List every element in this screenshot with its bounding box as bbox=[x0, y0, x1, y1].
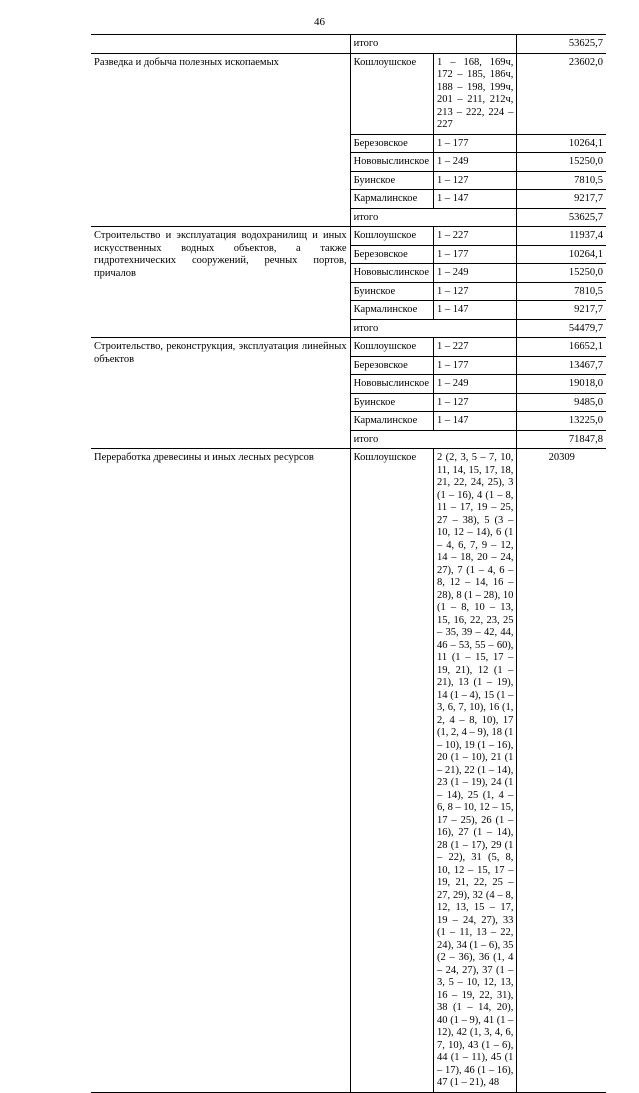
quarters-cell: 1 – 249 bbox=[434, 264, 517, 283]
quarters-cell: 1 – 127 bbox=[434, 393, 517, 412]
table-row bbox=[91, 449, 606, 1093]
forestry-cell: Кошлоушское bbox=[350, 449, 433, 1093]
forestry-cell: Нововыслинское bbox=[350, 264, 433, 283]
area-cell: 19018,0 bbox=[517, 375, 606, 394]
total-label: итого bbox=[350, 319, 517, 338]
total-label: итого bbox=[350, 35, 517, 54]
table-row bbox=[91, 53, 606, 134]
area-cell: 20309 bbox=[517, 449, 606, 1093]
quarters-cell: 2 (2, 3, 5 – 7, 10, 11, 14, 15, 17, 18, 21, 22, 24, 25), 3 (1 – 16), 4 (1 – 8, 11 – 17, 19 – 25, 27 – 38), 5 (3 – 10, 12 – 14), 6 (1 – 4, 6, 7, 9 – 12, 14 – 18, 20 – 24, 27), 7 (1 – 4, 6 – 8, 12 – 14, 16 – 28), 8 (1 – 28), 10 (1 – 8, 10 – 13, 15, 16, 22, 23, 25 – 35, 39 – 42, 44, 46 – 53, 55 – 60), 11 (1 – 15, 17 – 19, 21), 12 (1 – 21), 13 (1 – 19), 14 (1 – 4), 15 (1 – 3, 6, 7, 10), 16 (1, 2, 4 – 8, 10), 17 (1, 2, 4 – 9), 18 (1 – 10), 19 (1 – 16), 20 (1 – 10), 21 (1 – 21), 22 (1 – 14), 23 (1 – 19), 24 (1 – 14), 25 (1, 4 – 6, 8 – 10, 12 – 15, 17 – 25), 26 (1 – 16), 27 (1 – 14), 28 (1 – 17), 29 (1 – 22), 31 (5, 8, 10, 12 – 15, 17 – 19, 21, 22, 25 – 27, 29), 32 (4 – 8, 12, 13, 15 – 17, 19 – 24, 27), 33 (1 – 11, 13 – 22, 24), 34 (1 – 6), 35 (2 – 36), 36 (1, 4 – 24, 27), 37 (1 – 3, 5 – 10, 12, 13, 16 – 19, 22, 31), 38 (1 – 14, 20), 40 (1 – 9), 41 (1 – 12), 42 (1, 3, 4, 6, 7, 10), 43 (1 – 6), 44 (1 – 11), 45 (1 – 17), 46 (1 – 16), 47 (1 – 21), 48 bbox=[434, 449, 517, 1093]
quarters-cell: 1 – 127 bbox=[434, 282, 517, 301]
area-cell: 15250,0 bbox=[517, 264, 606, 283]
total-row bbox=[91, 35, 606, 54]
total-area: 53625,7 bbox=[517, 35, 606, 54]
forestry-cell: Нововыслинское bbox=[350, 375, 433, 394]
quarters-cell: 1 – 249 bbox=[434, 153, 517, 172]
activity-cell: Разведка и добыча полезных ископаемых bbox=[91, 53, 350, 227]
total-area: 71847,8 bbox=[517, 430, 606, 449]
total-area: 53625,7 bbox=[517, 208, 606, 227]
forestry-cell: Буинское bbox=[350, 282, 433, 301]
forestry-cell: Кошлоушское bbox=[350, 227, 433, 246]
forestry-cell: Кармалинское bbox=[350, 301, 433, 320]
quarters-cell: 1 – 147 bbox=[434, 412, 517, 431]
area-cell: 15250,0 bbox=[517, 153, 606, 172]
area-cell: 23602,0 bbox=[517, 53, 606, 134]
area-cell: 10264,1 bbox=[517, 245, 606, 264]
total-label: итого bbox=[350, 208, 517, 227]
quarters-cell: 1 – 127 bbox=[434, 171, 517, 190]
forestry-cell: Березовское bbox=[350, 356, 433, 375]
forestry-cell: Буинское bbox=[350, 171, 433, 190]
activity-cell: Строительство, реконструкция, эксплуатация линейных объектов bbox=[91, 338, 350, 449]
activity-cell: Строительство и эксплуатация водохранилищ и иных искусственных водных объектов, а также гидротехнических сооружений, речных портов, причалов bbox=[91, 227, 350, 338]
quarters-cell: 1 – 177 bbox=[434, 356, 517, 375]
area-cell: 9485,0 bbox=[517, 393, 606, 412]
forestry-cell: Буинское bbox=[350, 393, 433, 412]
area-cell: 13467,7 bbox=[517, 356, 606, 375]
quarters-cell: 1 – 249 bbox=[434, 375, 517, 394]
forestry-cell: Кошлоушское bbox=[350, 53, 433, 134]
area-cell: 16652,1 bbox=[517, 338, 606, 357]
total-area: 54479,7 bbox=[517, 319, 606, 338]
activity-cell: Переработка древесины и иных лесных ресурсов bbox=[91, 449, 350, 1093]
total-label: итого bbox=[350, 430, 517, 449]
quarters-cell: 1 – 177 bbox=[434, 245, 517, 264]
quarters-cell: 1 – 168, 169ч, 172 – 185, 186ч, 188 – 198, 199ч, 201 – 211, 212ч, 213 – 222, 224 – 227 bbox=[434, 53, 517, 134]
area-cell: 7810,5 bbox=[517, 282, 606, 301]
page-number: 46 bbox=[314, 16, 325, 28]
area-cell: 10264,1 bbox=[517, 134, 606, 153]
area-cell: 13225,0 bbox=[517, 412, 606, 431]
quarters-cell: 1 – 147 bbox=[434, 190, 517, 209]
quarters-cell: 1 – 227 bbox=[434, 338, 517, 357]
area-cell: 9217,7 bbox=[517, 301, 606, 320]
activity-cell bbox=[91, 35, 350, 54]
forest-use-table bbox=[91, 34, 606, 1093]
forestry-cell: Нововыслинское bbox=[350, 153, 433, 172]
table-row bbox=[91, 227, 606, 246]
quarters-cell: 1 – 177 bbox=[434, 134, 517, 153]
area-cell: 9217,7 bbox=[517, 190, 606, 209]
forestry-cell: Березовское bbox=[350, 245, 433, 264]
area-cell: 11937,4 bbox=[517, 227, 606, 246]
forestry-cell: Кошлоушское bbox=[350, 338, 433, 357]
forestry-cell: Кармалинское bbox=[350, 190, 433, 209]
table-row bbox=[91, 338, 606, 357]
forestry-cell: Березовское bbox=[350, 134, 433, 153]
quarters-cell: 1 – 147 bbox=[434, 301, 517, 320]
quarters-cell: 1 – 227 bbox=[434, 227, 517, 246]
forestry-cell: Кармалинское bbox=[350, 412, 433, 431]
area-cell: 7810,5 bbox=[517, 171, 606, 190]
